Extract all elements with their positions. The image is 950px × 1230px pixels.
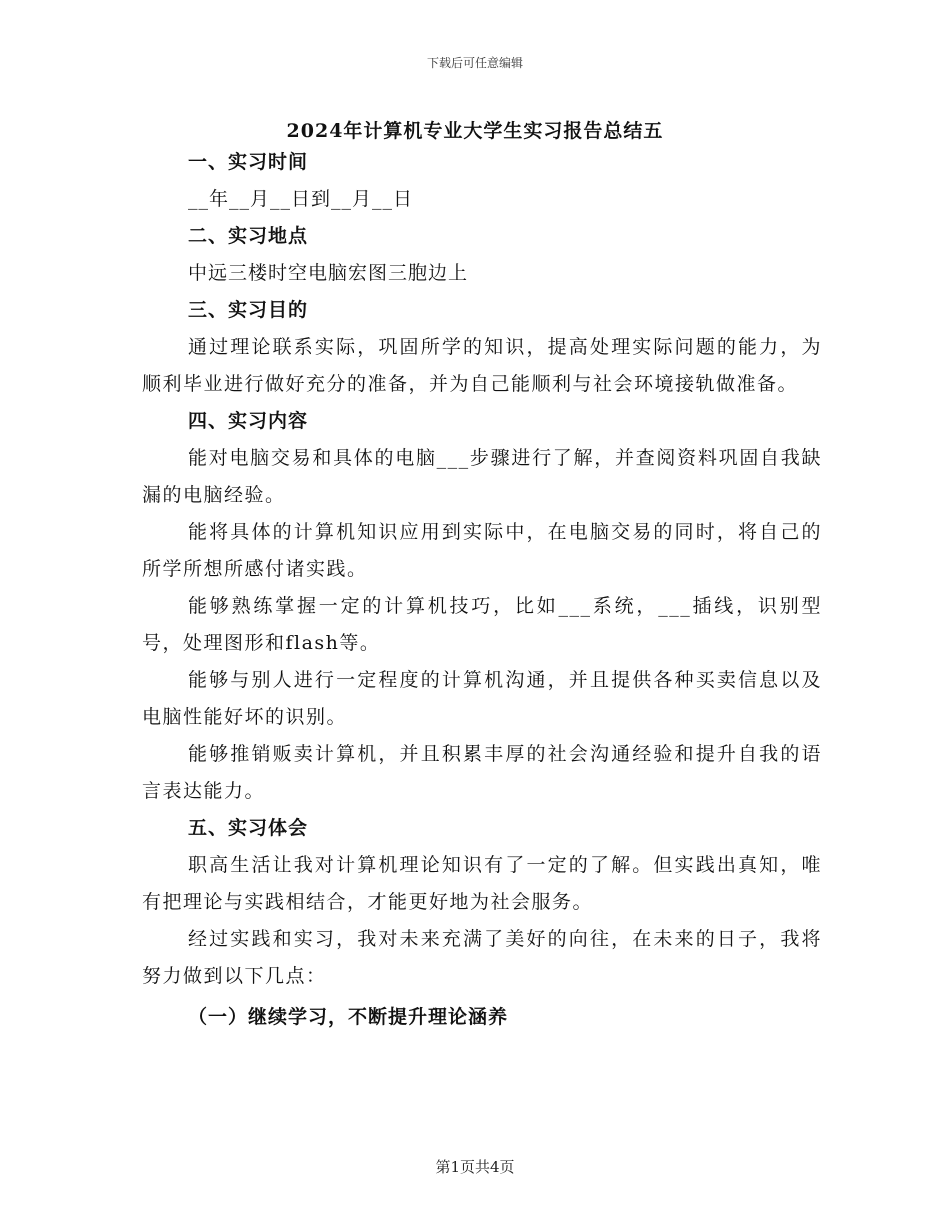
- experience-paragraph: 经过实践和实习，我对未来充满了美好的向往，在未来的日子，我将努力做到以下几点：: [142, 928, 822, 987]
- section-text-place: 中远三楼时空电脑宏图三胞边上: [188, 262, 469, 284]
- document-title: 2024年计算机专业大学生实习报告总结五: [286, 120, 664, 142]
- content-paragraph: 能够推销贩卖计算机，并且积累丰厚的社会沟通经验和提升自我的语言表达能力。: [142, 743, 822, 802]
- content-paragraph: 能将具体的计算机知识应用到实际中，在电脑交易的同时，将自己的所学所想所感付诸实践。: [142, 521, 822, 580]
- section-heading-place: 二、实习地点: [188, 225, 309, 247]
- section-heading-experience: 五、实习体会: [188, 817, 309, 839]
- section-text-purpose: 通过理论联系实际，巩固所学的知识，提高处理实际问题的能力，为顺利毕业进行做好充分的准备，并为自己能顺利与社会环境接轨做准备。: [142, 336, 822, 395]
- content-paragraph: 能够熟练掌握一定的计算机技巧，比如___系统，___插线，识别型号，处理图形和flash等。: [142, 595, 822, 654]
- document-body: [142, 144, 822, 1036]
- section-heading-purpose: 三、实习目的: [188, 299, 309, 321]
- experience-subheading: （一）继续学习，不断提升理论涵养: [188, 1006, 509, 1028]
- section-heading-content: 四、实习内容: [188, 410, 309, 432]
- page-number: 第1页共4页: [435, 1158, 515, 1176]
- experience-paragraph: 职高生活让我对计算机理论知识有了一定的了解。但实践出真知，唯有把理论与实践相结合，才能更好地为社会服务。: [142, 854, 822, 913]
- section-heading-time: 一、实习时间: [188, 151, 309, 173]
- content-paragraph: 能对电脑交易和具体的电脑___步骤进行了解，并查阅资料巩固自我缺漏的电脑经验。: [142, 447, 822, 506]
- header-note: 下载后可任意编辑: [426, 56, 523, 70]
- section-text-time: __年__月__日到__月__日: [188, 188, 414, 210]
- content-paragraph: 能够与别人进行一定程度的计算机沟通，并且提供各种买卖信息以及电脑性能好坏的识别。: [142, 669, 822, 728]
